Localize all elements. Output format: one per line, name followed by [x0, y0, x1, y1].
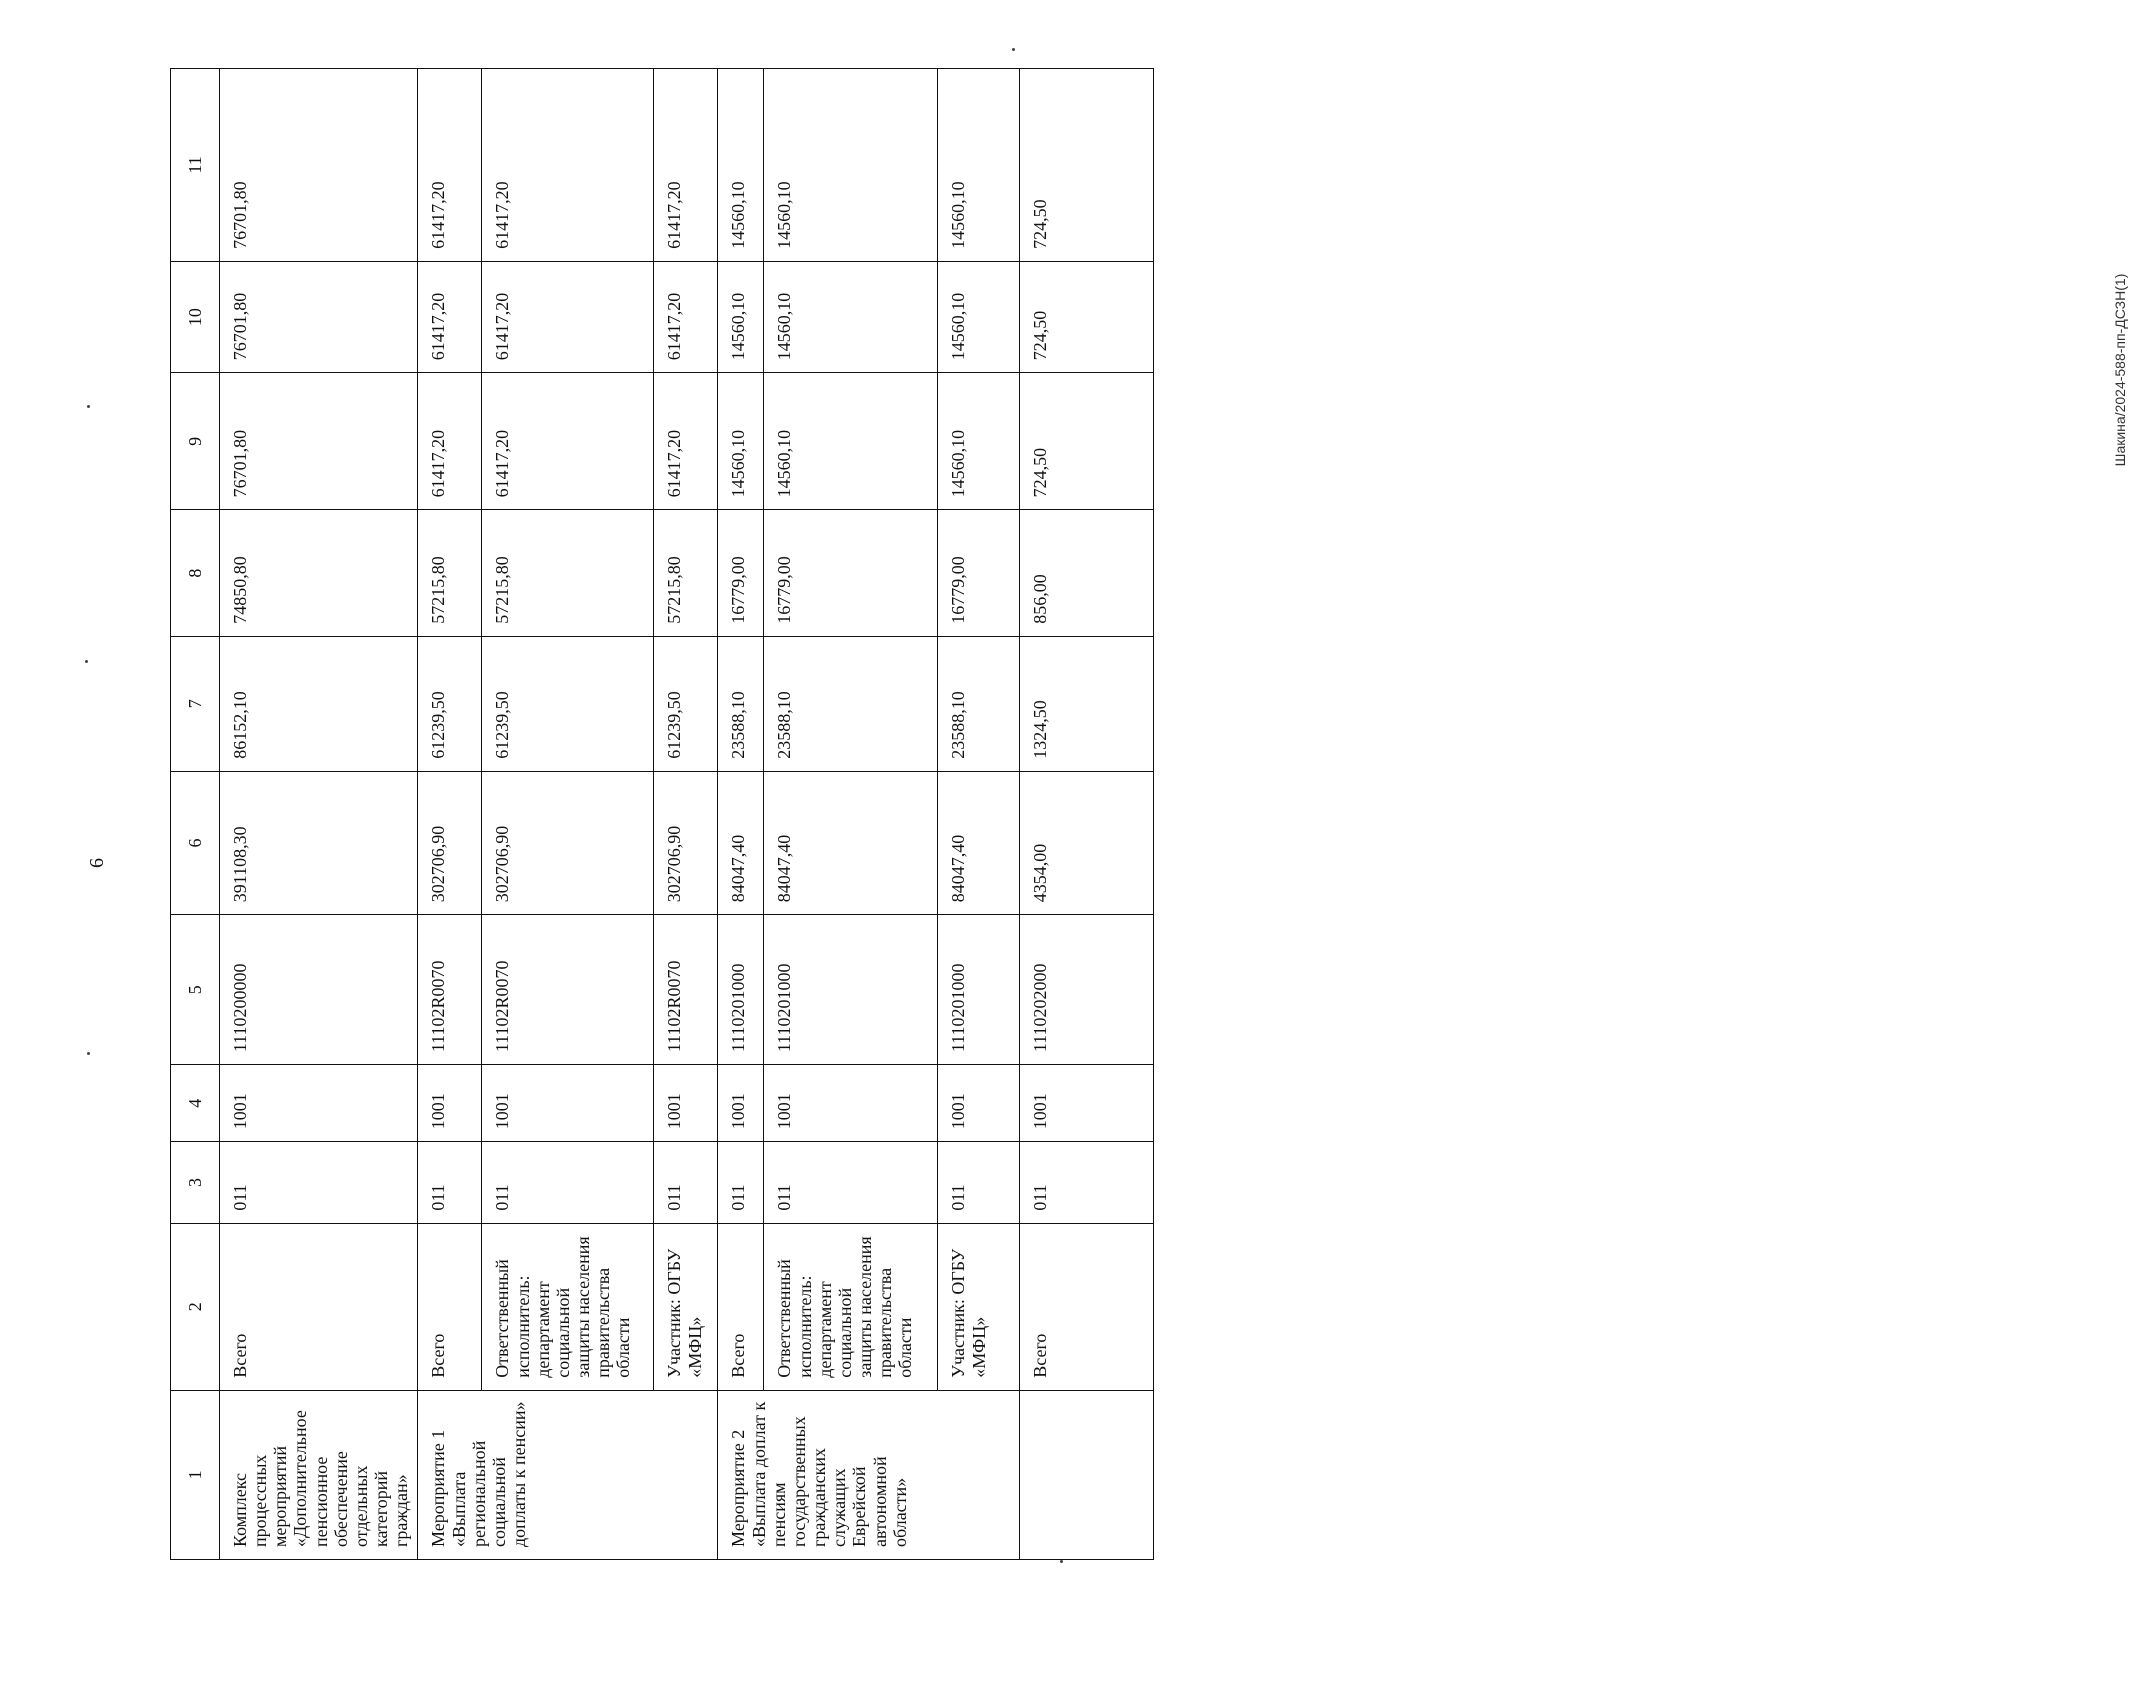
code-cell: 1110201000 — [938, 915, 1020, 1065]
table-row — [718, 69, 764, 1560]
amount-cell: 23588,10 — [718, 636, 764, 771]
amount-cell: 4354,00 — [1020, 771, 1154, 915]
scan-speck — [85, 660, 88, 663]
amount-cell: 76701,80 — [220, 261, 418, 372]
amount-cell: 61417,20 — [418, 373, 482, 510]
table-row — [764, 69, 938, 1560]
header-row — [171, 69, 220, 1560]
executor-cell: Всего — [1020, 1223, 1154, 1390]
column-header: 4 — [171, 1065, 220, 1142]
amount-cell: 61417,20 — [654, 261, 718, 372]
amount-cell: 724,50 — [1020, 69, 1154, 262]
amount-cell: 391108,30 — [220, 771, 418, 915]
code-cell: 011 — [938, 1142, 1020, 1223]
amount-cell: 724,50 — [1020, 373, 1154, 510]
amount-cell: 57215,80 — [418, 510, 482, 636]
code-cell: 1110201000 — [718, 915, 764, 1065]
code-cell: 011 — [418, 1142, 482, 1223]
amount-cell: 14560,10 — [718, 261, 764, 372]
column-header: 9 — [171, 373, 220, 510]
amount-cell: 16779,00 — [938, 510, 1020, 636]
code-cell: 1001 — [764, 1065, 938, 1142]
code-cell: 1001 — [418, 1065, 482, 1142]
table-row — [220, 69, 418, 1560]
document-code: Шакина/2024-588-пп-ДСЗН(1) — [2112, 273, 2128, 467]
code-cell: 011 — [482, 1142, 654, 1223]
code-cell: 011 — [220, 1142, 418, 1223]
code-cell: 1110201000 — [764, 915, 938, 1065]
amount-cell: 57215,80 — [482, 510, 654, 636]
amount-cell: 76701,80 — [220, 373, 418, 510]
table-row — [418, 69, 482, 1560]
amount-cell: 14560,10 — [938, 373, 1020, 510]
column-header: 2 — [171, 1223, 220, 1390]
amount-cell: 1324,50 — [1020, 636, 1154, 771]
amount-cell: 61417,20 — [418, 69, 482, 262]
column-header: 1 — [171, 1390, 220, 1559]
scan-speck — [87, 1052, 90, 1055]
code-cell: 11102R0070 — [654, 915, 718, 1065]
table-row — [482, 69, 654, 1560]
table-row — [654, 69, 718, 1560]
amount-cell: 14560,10 — [764, 69, 938, 262]
amount-cell: 61417,20 — [418, 261, 482, 372]
executor-cell: Ответственный исполнитель: департамент социальной защиты населения правительства области — [764, 1223, 938, 1390]
scan-speck — [87, 405, 90, 408]
amount-cell: 76701,80 — [220, 69, 418, 262]
financing-table — [170, 68, 1154, 1560]
executor-cell: Всего — [220, 1223, 418, 1390]
amount-cell: 61239,50 — [418, 636, 482, 771]
code-cell: 011 — [764, 1142, 938, 1223]
code-cell: 11102R0070 — [482, 915, 654, 1065]
amount-cell: 61417,20 — [482, 373, 654, 510]
amount-cell: 302706,90 — [418, 771, 482, 915]
column-header: 3 — [171, 1142, 220, 1223]
executor-cell: Участник: ОГБУ «МФЦ» — [938, 1223, 1020, 1390]
amount-cell: 16779,00 — [718, 510, 764, 636]
code-cell: 1001 — [220, 1065, 418, 1142]
code-cell: 011 — [1020, 1142, 1154, 1223]
amount-cell: 61239,50 — [482, 636, 654, 771]
column-header: 5 — [171, 915, 220, 1065]
amount-cell: 61417,20 — [482, 261, 654, 372]
amount-cell: 856,00 — [1020, 510, 1154, 636]
executor-cell: Участник: ОГБУ «МФЦ» — [654, 1223, 718, 1390]
amount-cell: 86152,10 — [220, 636, 418, 771]
amount-cell: 14560,10 — [718, 69, 764, 262]
amount-cell: 16779,00 — [764, 510, 938, 636]
column-header: 10 — [171, 261, 220, 372]
code-cell: 011 — [718, 1142, 764, 1223]
column-header: 7 — [171, 636, 220, 771]
activity-name: Мероприятие 1 «Выплата региональной социальной доплаты к пенсии» — [418, 1390, 718, 1559]
column-header: 6 — [171, 771, 220, 915]
activity-name — [1020, 1390, 1154, 1559]
amount-cell: 23588,10 — [938, 636, 1020, 771]
table-row — [1020, 69, 1154, 1560]
amount-cell: 84047,40 — [764, 771, 938, 915]
column-header: 11 — [171, 69, 220, 262]
amount-cell: 84047,40 — [938, 771, 1020, 915]
code-cell: 1110202000 — [1020, 915, 1154, 1065]
amount-cell: 23588,10 — [764, 636, 938, 771]
executor-cell: Всего — [418, 1223, 482, 1390]
scan-speck — [1060, 1560, 1063, 1563]
table-container — [170, 68, 1102, 1560]
activity-name: Мероприятие 2 «Выплата доплат к пенсиям государственных гражданских служащих Еврейской автономной области» — [718, 1390, 1020, 1559]
amount-cell: 84047,40 — [718, 771, 764, 915]
column-header: 8 — [171, 510, 220, 636]
code-cell: 011 — [654, 1142, 718, 1223]
code-cell: 1110200000 — [220, 915, 418, 1065]
amount-cell: 14560,10 — [764, 261, 938, 372]
amount-cell: 57215,80 — [654, 510, 718, 636]
amount-cell: 14560,10 — [938, 69, 1020, 262]
code-cell: 1001 — [1020, 1065, 1154, 1142]
code-cell: 1001 — [482, 1065, 654, 1142]
code-cell: 1001 — [718, 1065, 764, 1142]
scan-speck — [1012, 48, 1015, 51]
code-cell: 1001 — [938, 1065, 1020, 1142]
executor-cell: Ответственный исполнитель: департамент социальной защиты населения правительства области — [482, 1223, 654, 1390]
page-number: 6 — [86, 858, 108, 868]
amount-cell: 724,50 — [1020, 261, 1154, 372]
amount-cell: 14560,10 — [938, 261, 1020, 372]
amount-cell: 302706,90 — [482, 771, 654, 915]
amount-cell: 61417,20 — [654, 69, 718, 262]
code-cell: 11102R0070 — [418, 915, 482, 1065]
executor-cell: Всего — [718, 1223, 764, 1390]
amount-cell: 14560,10 — [764, 373, 938, 510]
table-row — [938, 69, 1020, 1560]
amount-cell: 14560,10 — [718, 373, 764, 510]
activity-name: Комплекс процессных мероприятий «Дополнительное пенсионное обеспечение отдельных категорий граждан» — [220, 1390, 418, 1559]
amount-cell: 61417,20 — [482, 69, 654, 262]
amount-cell: 61239,50 — [654, 636, 718, 771]
amount-cell: 61417,20 — [654, 373, 718, 510]
code-cell: 1001 — [654, 1065, 718, 1142]
amount-cell: 74850,80 — [220, 510, 418, 636]
amount-cell: 302706,90 — [654, 771, 718, 915]
